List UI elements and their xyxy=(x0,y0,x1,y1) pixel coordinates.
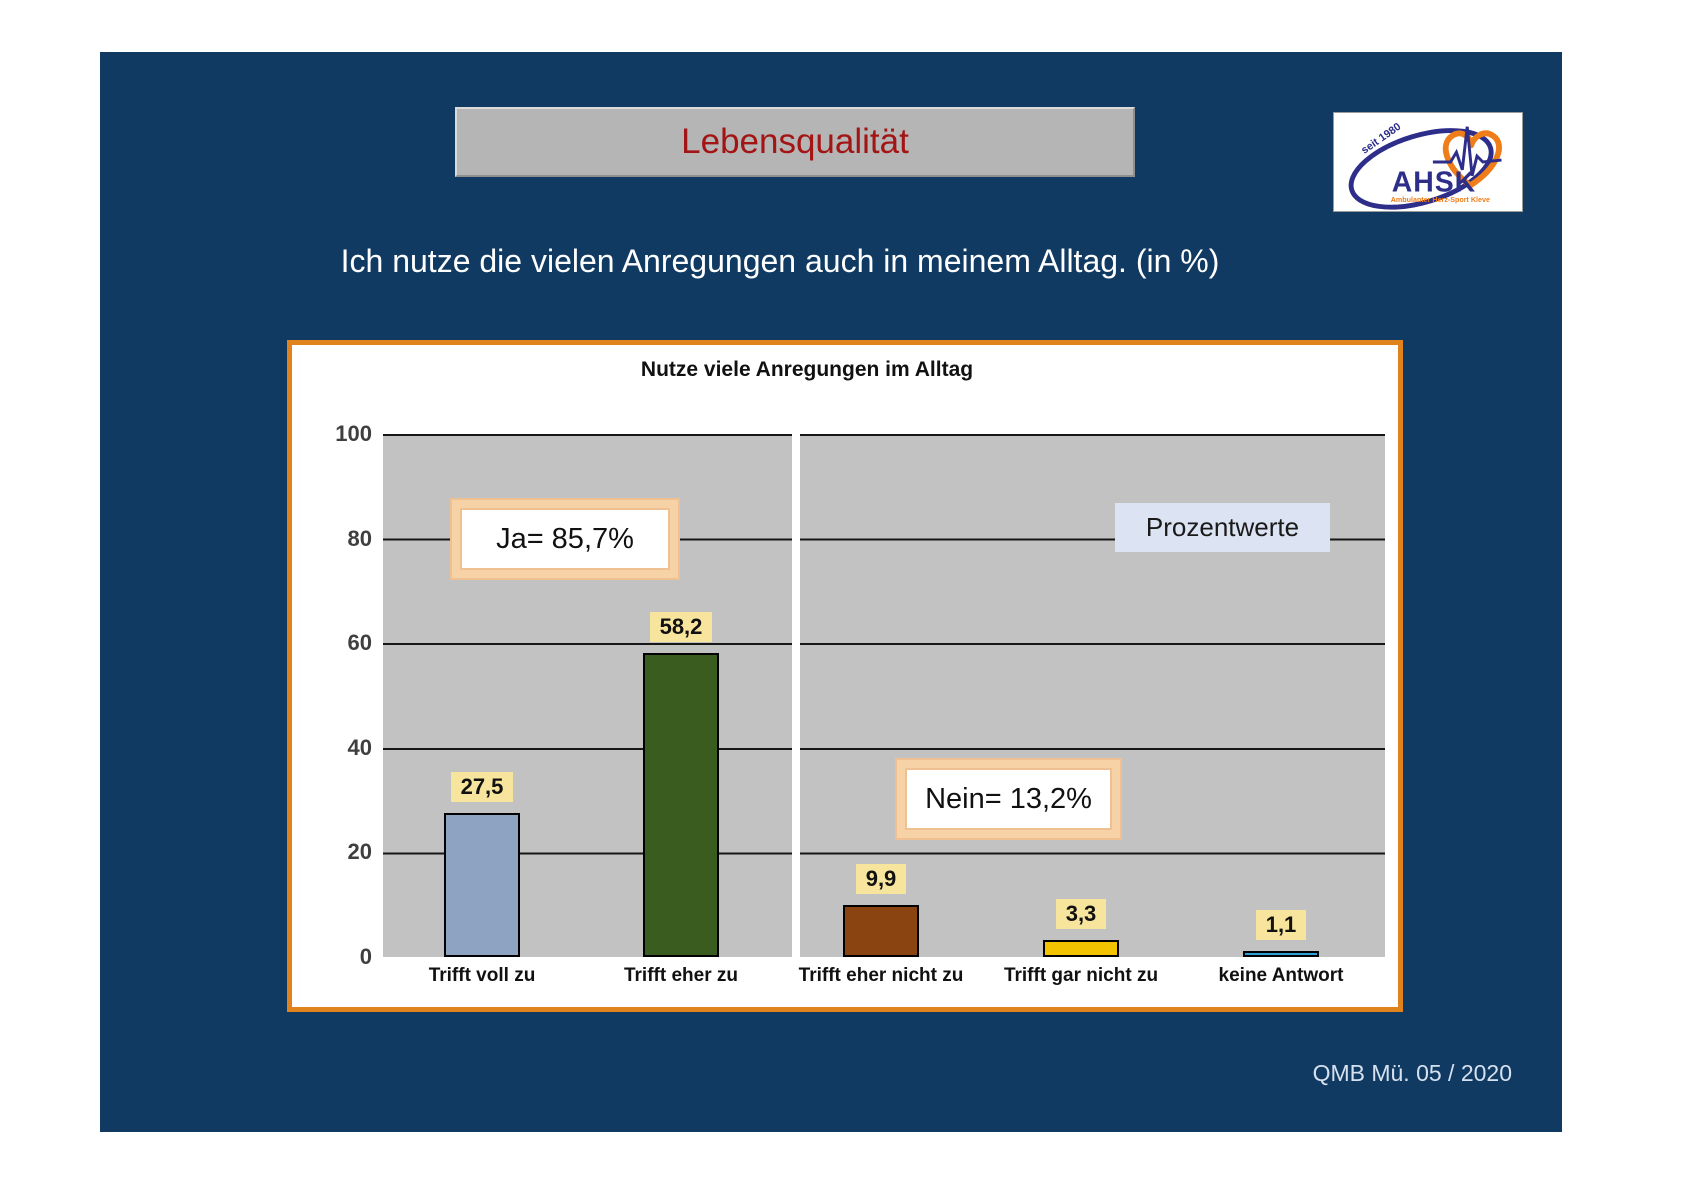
logo-name: AHSK xyxy=(1391,166,1477,199)
legend: Prozentwerte xyxy=(1115,503,1330,552)
bar-value-label: 1,1 xyxy=(1221,910,1341,940)
x-axis-label: Trifft gar nicht zu xyxy=(1003,965,1159,986)
bar-1 xyxy=(444,813,520,957)
slide-footer: QMB Mü. 05 / 2020 xyxy=(1312,1060,1512,1086)
y-axis-tick: 20 xyxy=(347,839,372,865)
annotation-ja xyxy=(450,498,680,580)
bar-4 xyxy=(1043,940,1119,957)
logo-tagline: Ambulanter Herz-Sport Kleve xyxy=(1390,196,1490,205)
y-axis-tick: 60 xyxy=(347,630,372,656)
slide-subtitle: Ich nutze die vielen Anregungen auch in meinem Alltag. (in %) xyxy=(340,243,1220,279)
annotation-ja-text: Ja= 85,7% xyxy=(460,508,670,570)
bar-value-label: 58,2 xyxy=(621,612,741,642)
bar-value-label: 9,9 xyxy=(821,864,941,894)
ahsk-logo-graphic xyxy=(1334,113,1522,211)
title-bar xyxy=(455,107,1135,177)
ahsk-logo xyxy=(1333,112,1523,212)
annotation-nein xyxy=(895,758,1122,840)
bar-5 xyxy=(1243,951,1319,957)
y-axis-tick: 0 xyxy=(359,944,372,969)
x-axis-label: Trifft eher zu xyxy=(623,965,738,986)
x-axis-label: keine Antwort xyxy=(1218,965,1344,986)
slide-background xyxy=(100,52,1562,1132)
x-axis-label: Trifft eher nicht zu xyxy=(798,965,964,986)
annotation-nein-text: Nein= 13,2% xyxy=(905,768,1112,830)
bar-3 xyxy=(843,905,919,957)
chart-title: Nutze viele Anregungen im Alltag xyxy=(640,358,974,381)
bar-2 xyxy=(643,653,719,957)
logo-since: seit 1980 xyxy=(1359,120,1404,157)
slide-title: Lebensqualität xyxy=(681,122,909,161)
chart-container xyxy=(287,340,1403,1012)
bar-value-label: 27,5 xyxy=(422,772,542,802)
y-axis-tick: 100 xyxy=(335,421,372,446)
y-axis-tick: 80 xyxy=(347,525,372,551)
bar-value-label: 3,3 xyxy=(1021,899,1141,929)
x-axis-label: Trifft voll zu xyxy=(428,965,536,986)
y-axis-tick: 40 xyxy=(347,734,372,760)
